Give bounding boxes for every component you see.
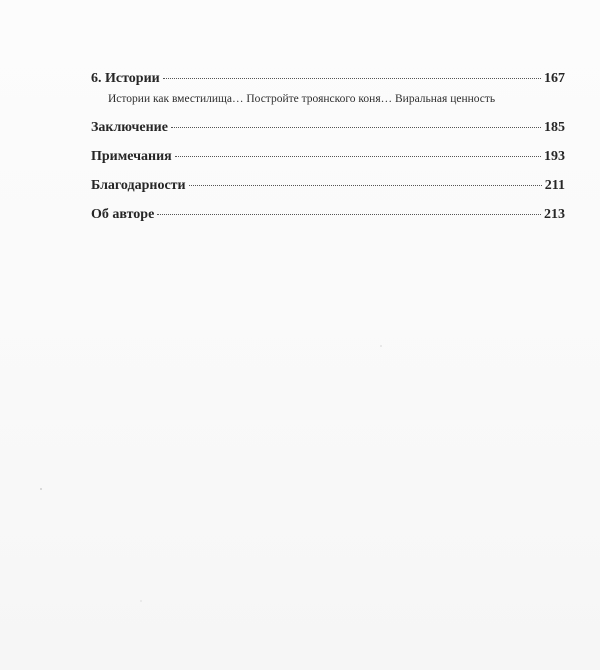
- dot-leader: [163, 78, 541, 79]
- toc-entry-acknowledgements: [91, 177, 565, 195]
- dot-leader: [171, 127, 541, 128]
- toc-entry-page-number: 213: [544, 207, 565, 222]
- dot-leader: [175, 156, 541, 157]
- toc-entry-page-number: 211: [544, 178, 565, 193]
- toc-entry-stories: [91, 70, 565, 108]
- toc-entry-title: Об авторе: [91, 207, 155, 222]
- toc-entry-title: Заключение: [91, 120, 168, 135]
- table-of-contents: [91, 70, 565, 235]
- toc-entry-title: 6. Истории: [91, 71, 160, 86]
- toc-entry-page-number: 185: [544, 120, 565, 135]
- dot-leader: [157, 214, 541, 215]
- paper-speck: [40, 488, 42, 490]
- toc-entry-about-author: [91, 206, 565, 224]
- dot-leader: [189, 185, 542, 186]
- toc-entry-subtitle: Истории как вместилища… Постройте троянского коня… Виральная ценность: [108, 93, 496, 105]
- toc-entry-title: Примечания: [91, 149, 172, 164]
- toc-entry-title: Благодарности: [91, 178, 186, 193]
- toc-entry-page-number: 167: [544, 71, 565, 86]
- paper-speck: [140, 600, 142, 602]
- toc-entry-page-number: 193: [544, 149, 565, 164]
- toc-entry-conclusion: [91, 119, 565, 137]
- paper-speck: [380, 345, 382, 347]
- toc-entry-notes: [91, 148, 565, 166]
